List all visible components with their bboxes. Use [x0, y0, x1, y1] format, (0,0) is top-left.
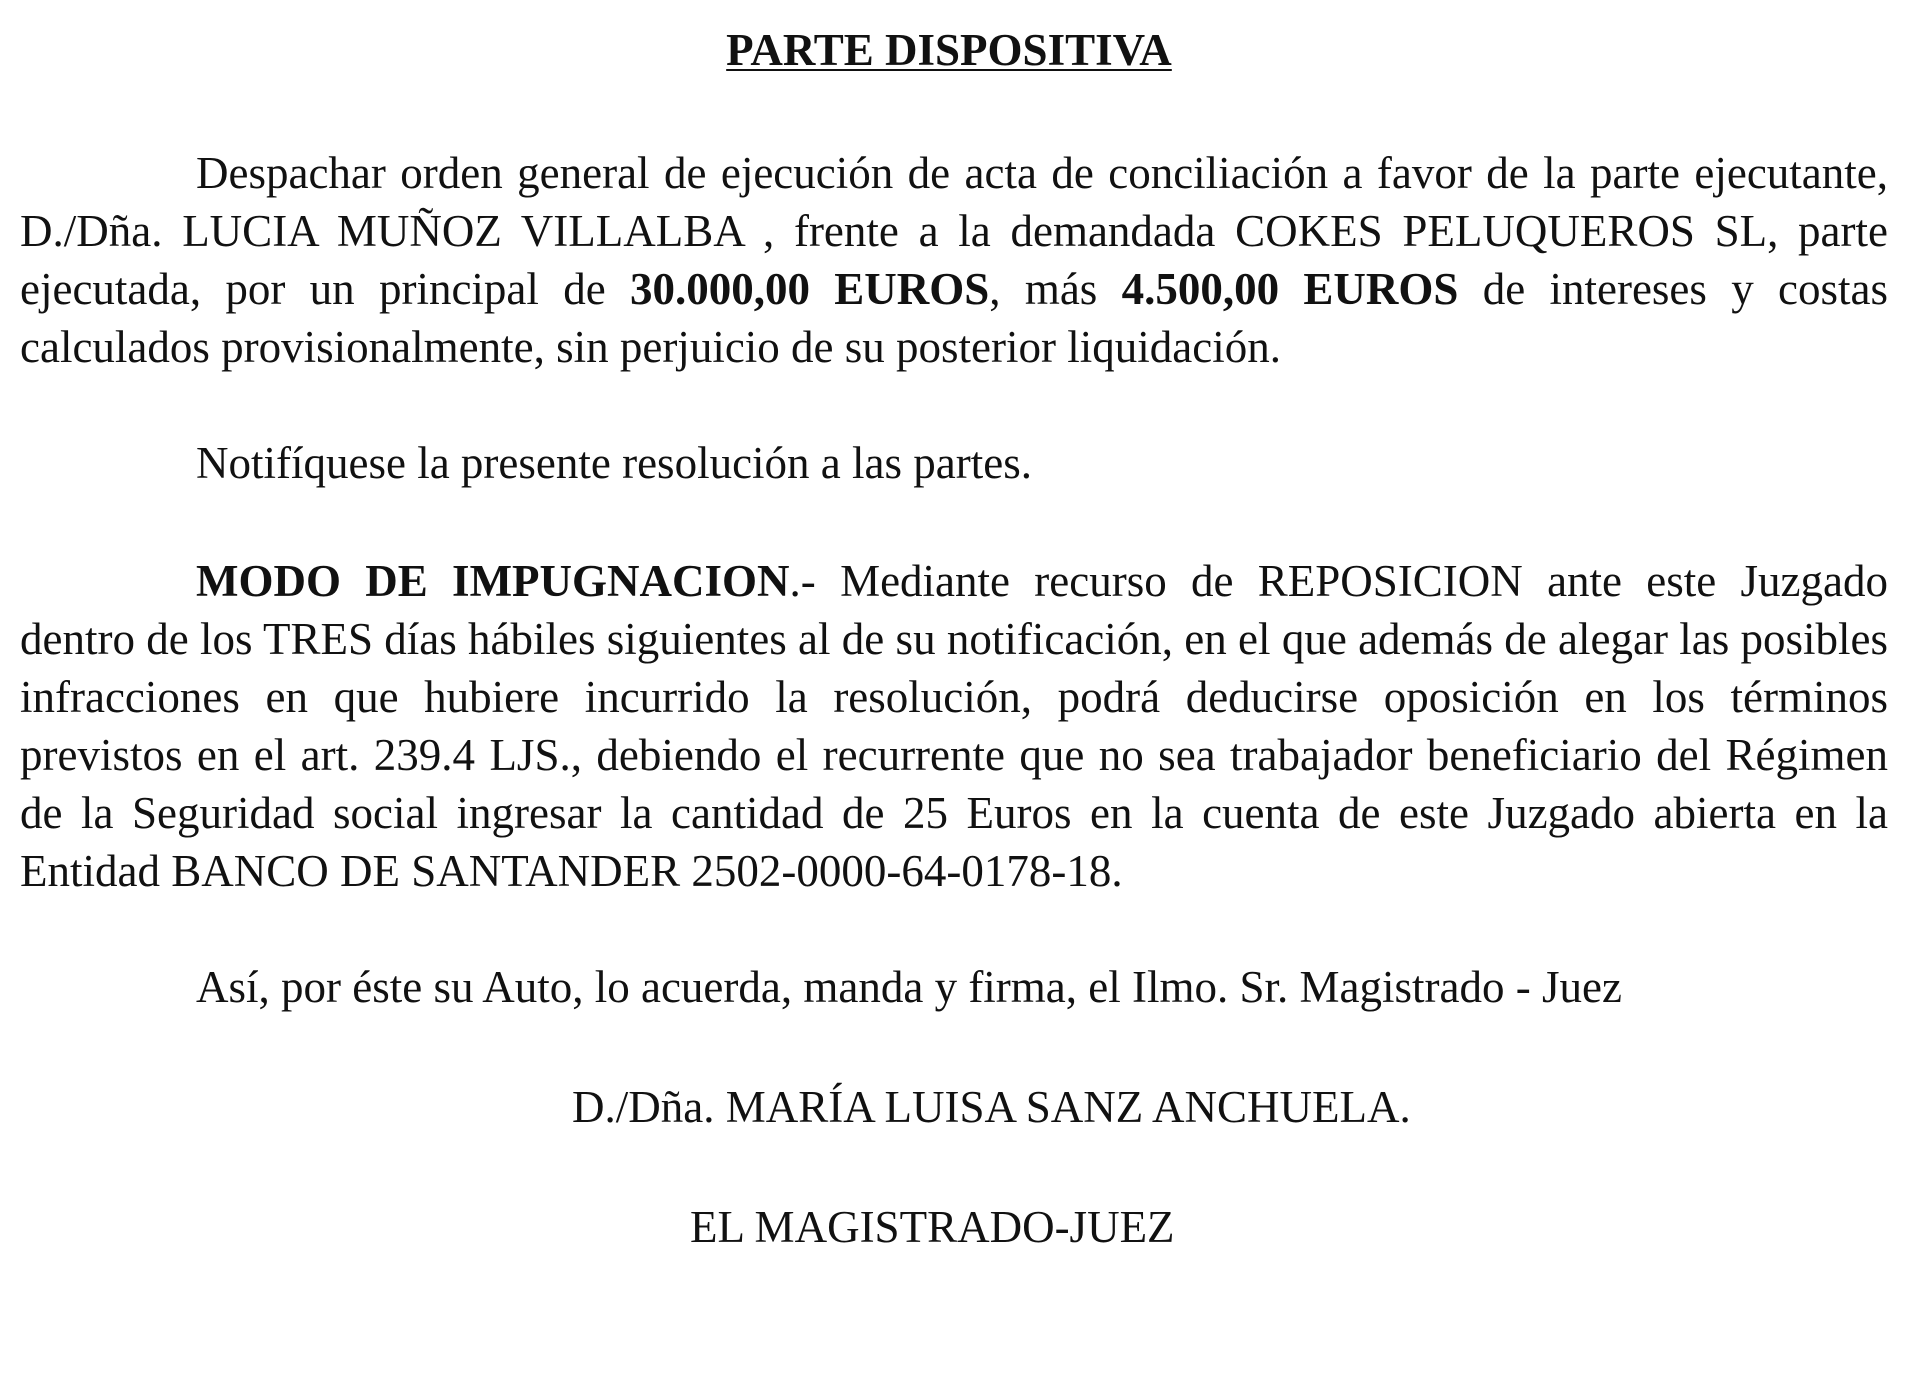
challenge-method-heading: MODO DE IMPUGNACION — [196, 556, 790, 606]
signatory-name: D./Dña. MARÍA LUISA SANZ ANCHUELA. — [572, 1082, 1411, 1132]
paragraph-challenge-method — [20, 552, 1888, 900]
interest-amount: 4.500,00 EUROS — [1121, 264, 1459, 314]
challenge-method-text: .- Mediante recurso de REPOSICION ante este Juzgado dentro de los TRES días hábiles siguientes al de su notificación, en el que además de alegar las posibles infracciones en que hubiere incurrido la resolución, podrá deducirse oposición en los términos previstos en el art. 239.4 LJS., debiendo el recurrente que no sea trabajador beneficiario del Régimen de la Seguridad social ingresar la cantidad de 25 Euros en la cuenta de este Juzgado abierta en la Entidad BANCO DE SANTANDER 2502-0000-64-0178-18. — [20, 556, 1889, 896]
paragraph-execution-order-text-b: , más — [989, 264, 1122, 314]
paragraph-execution-order — [20, 144, 1888, 376]
paragraph-notification: Notifíquese la presente resolución a las partes. — [196, 438, 1032, 488]
document-title — [20, 20, 1888, 80]
document-page — [20, 20, 1888, 1360]
document-title-text: PARTE DISPOSITIVA — [726, 25, 1172, 75]
signatory-role: EL MAGISTRADO-JUEZ — [690, 1202, 1175, 1252]
paragraph-closing: Así, por éste su Auto, lo acuerda, manda y firma, el Ilmo. Sr. Magistrado - Juez — [196, 962, 1622, 1012]
paragraph-execution-order-text-a: Despachar orden general de ejecución de acta de conciliación a favor de la parte ejecutante, D./Dña. LUCIA MUÑOZ VILLALBA , frente a la demandada COKES PELUQUEROS SL, parte ejecutada, por un principal de — [20, 148, 1888, 314]
principal-amount: 30.000,00 EUROS — [629, 264, 990, 314]
paragraph-execution-order-text-c: de intereses y costas calculados provisionalmente, sin perjuicio de su posterior liquidación. — [20, 264, 1888, 372]
